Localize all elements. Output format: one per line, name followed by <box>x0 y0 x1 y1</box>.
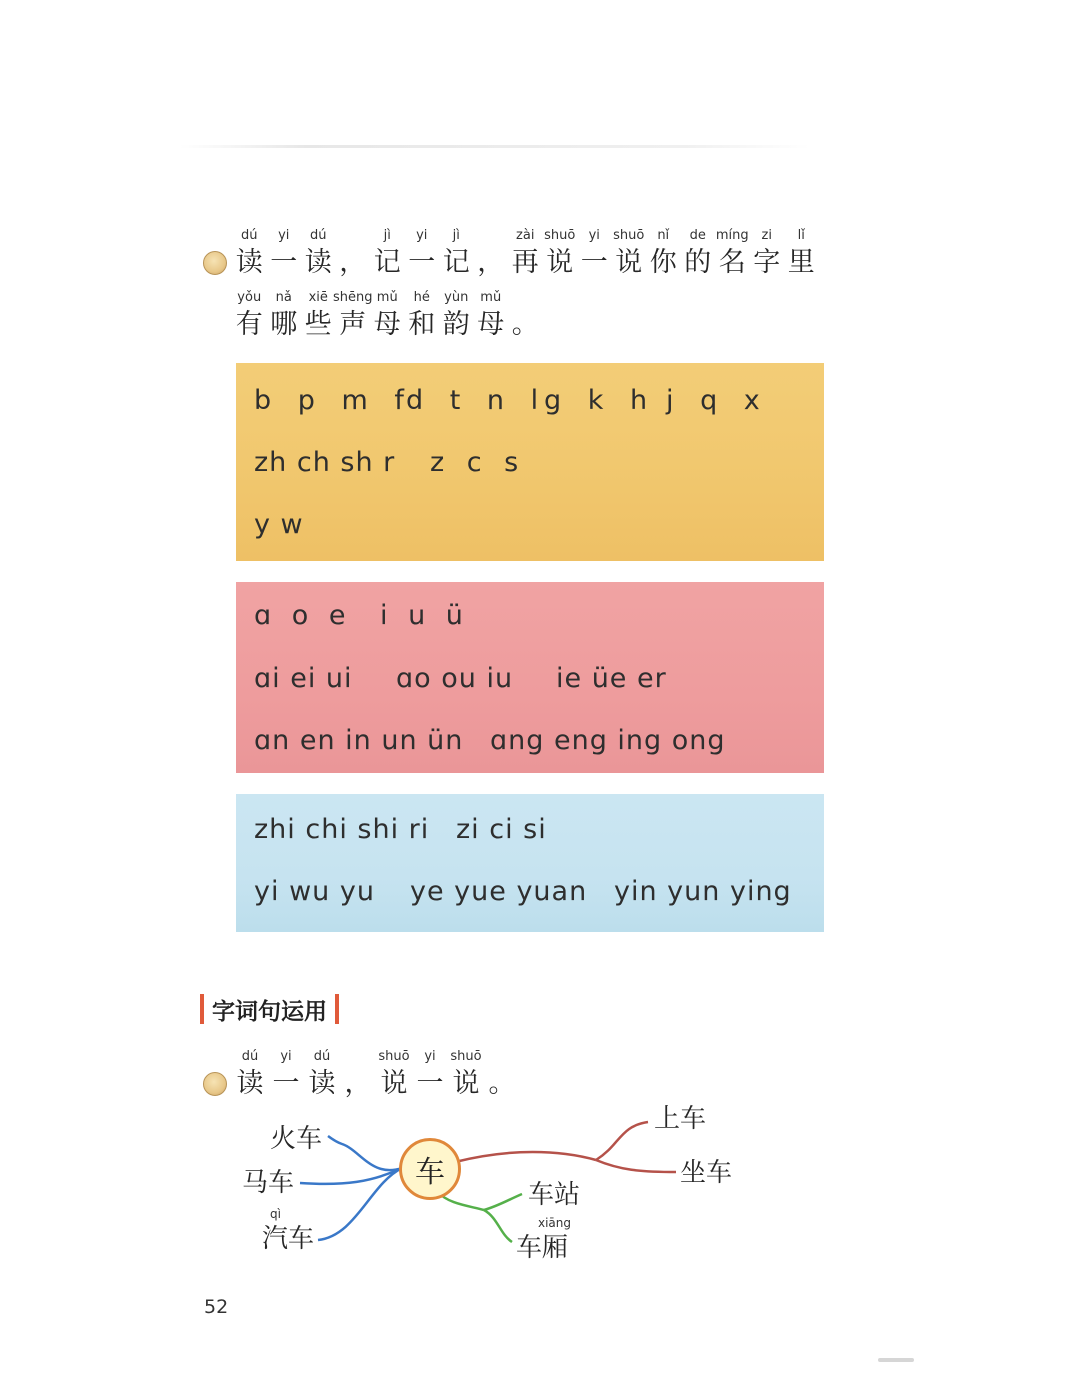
hanzi: ， <box>477 247 505 278</box>
syllables-group: zhi chi shi ri <box>254 814 430 845</box>
pinyin: mǔ <box>376 290 398 305</box>
pinyin: míng <box>715 228 749 243</box>
hanzi: 一 <box>270 247 298 278</box>
hanzi: 读 <box>235 247 263 278</box>
hanzi: 再 <box>511 247 539 278</box>
hanzi: 记 <box>373 247 401 278</box>
finals-group: ɑ o e <box>254 600 352 631</box>
hanzi: 一 <box>580 247 608 278</box>
mindmap-center: 车 <box>399 1138 461 1200</box>
mindmap-pinyin-xiang: xiāng <box>538 1216 572 1230</box>
pinyin: jì <box>452 228 460 243</box>
pinyin: shuō <box>613 228 645 243</box>
hanzi: 你 <box>649 247 677 278</box>
finals-group: i u ü <box>380 600 469 631</box>
section-title-text: 字词句运用 <box>212 998 327 1025</box>
initials-group: zh ch sh r <box>254 447 396 478</box>
branch-chezhan <box>484 1194 522 1210</box>
hanzi: 读 <box>304 247 332 278</box>
syllables-group: yi wu yu <box>254 876 375 907</box>
finals-group: ie üe er <box>556 663 667 694</box>
pinyin: lǐ <box>797 228 805 243</box>
initials-group: g k h <box>544 385 657 416</box>
hanzi: 有 <box>235 309 263 340</box>
hanzi: 字 <box>753 247 781 278</box>
hanzi: 。 <box>511 309 539 340</box>
pinyin: de <box>689 228 706 243</box>
hanzi: 里 <box>787 247 815 278</box>
initials-group: z c s <box>430 447 526 478</box>
hanzi: 说 <box>452 1068 480 1099</box>
finals-group: ɑo ou iu <box>396 663 514 694</box>
hanzi: 说 <box>546 247 574 278</box>
hanzi: 和 <box>408 309 436 340</box>
hanzi: ， <box>339 247 367 278</box>
branch-shangche <box>596 1122 648 1160</box>
hanzi: 记 <box>442 247 470 278</box>
hanzi: 些 <box>304 309 332 340</box>
corner-mark <box>878 1358 914 1362</box>
syllables-group: ye yue yuan <box>410 876 588 907</box>
pinyin: yi <box>278 228 290 243</box>
branch-chexiang <box>484 1210 512 1242</box>
finals-group: ɑi ei ui <box>254 663 353 694</box>
hanzi: 母 <box>477 309 505 340</box>
hanzi: 韵 <box>442 309 470 340</box>
hanzi: 说 <box>380 1068 408 1099</box>
pinyin: zi <box>761 228 772 243</box>
initials-group: b p m f <box>254 385 413 416</box>
pinyin: yùn <box>444 290 469 305</box>
pinyin: dú <box>241 1049 259 1064</box>
initials-group: j q x <box>666 385 769 416</box>
pinyin: shuō <box>378 1049 410 1064</box>
syllables-group: zi ci si <box>456 814 547 845</box>
mindmap-word-mache: 马车 <box>242 1168 295 1198</box>
pinyin: shuō <box>450 1049 482 1064</box>
branch-zuoche <box>596 1160 676 1172</box>
hanzi: 。 <box>488 1068 516 1099</box>
mindmap-word-chezhan: 车站 <box>528 1180 581 1210</box>
branch-shangche-zuoche-stem <box>455 1152 596 1162</box>
finals-group: ɑn en in un ün <box>254 725 464 756</box>
pinyin: yi <box>588 228 600 243</box>
pinyin: yi <box>416 228 428 243</box>
hanzi: 一 <box>416 1068 444 1099</box>
branch-qiche <box>318 1168 402 1240</box>
pinyin: mǔ <box>480 290 502 305</box>
initials-group: d t n l <box>406 385 548 416</box>
pinyin: nǎ <box>275 290 292 305</box>
pinyin: nǐ <box>657 228 670 243</box>
mindmap-word-chexiang: 车厢 <box>516 1233 569 1263</box>
pinyin: yi <box>280 1049 292 1064</box>
initials-group: y w <box>254 509 304 540</box>
mindmap-word-zuoche: 坐车 <box>680 1158 733 1188</box>
pinyin: jì <box>383 228 391 243</box>
finals-group: ɑng eng ing ong <box>490 725 726 756</box>
hanzi: 一 <box>408 247 436 278</box>
pinyin: dú <box>241 228 258 243</box>
hanzi: ， <box>344 1068 372 1099</box>
hanzi: 的 <box>684 247 712 278</box>
pinyin: shuō <box>544 228 576 243</box>
pinyin: xiē <box>308 290 328 305</box>
hanzi: 读 <box>308 1068 336 1099</box>
mindmap-word-shangche: 上车 <box>654 1104 707 1134</box>
pinyin: zài <box>516 228 535 243</box>
hanzi: 哪 <box>270 309 298 340</box>
pinyin: dú <box>313 1049 331 1064</box>
hanzi: 读 <box>236 1068 264 1099</box>
mindmap-pinyin-qi: qì <box>270 1207 281 1221</box>
pinyin: hé <box>413 290 430 305</box>
pinyin: yi <box>424 1049 436 1064</box>
pinyin: dú <box>310 228 327 243</box>
pinyin: shēng <box>333 290 373 305</box>
pinyin: yǒu <box>237 290 262 305</box>
hanzi: 说 <box>615 247 643 278</box>
mindmap-word-qiche: 汽车 <box>262 1224 315 1254</box>
branch-huoche <box>328 1136 402 1170</box>
hanzi: 声 <box>339 309 367 340</box>
mindmap-word-huoche: 火车 <box>270 1124 323 1154</box>
page-number: 52 <box>204 1296 229 1318</box>
hanzi: 名 <box>718 247 746 278</box>
hanzi: 母 <box>373 309 401 340</box>
syllables-group: yin yun ying <box>614 876 792 907</box>
hanzi: 一 <box>272 1068 300 1099</box>
